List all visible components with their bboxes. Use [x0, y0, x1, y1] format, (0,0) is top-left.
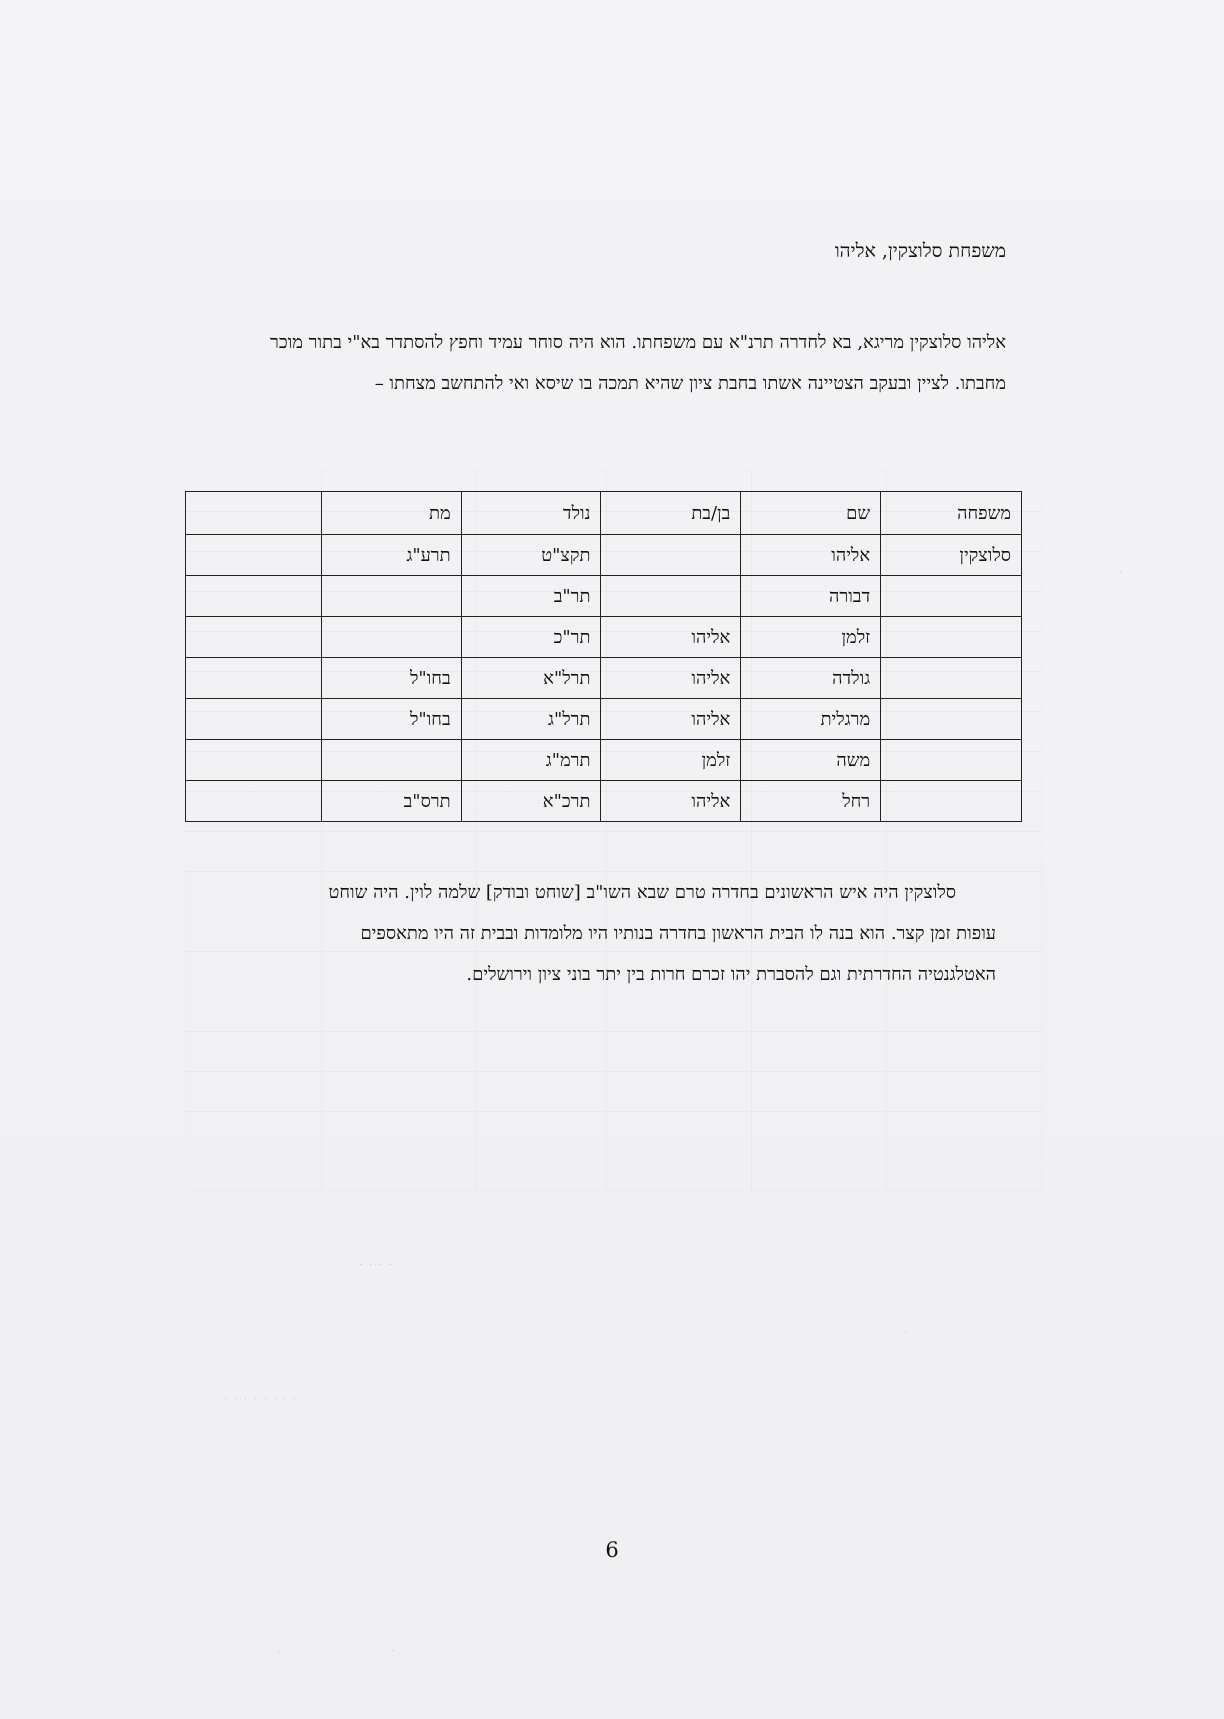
cell-family: סלוצקין	[881, 535, 1022, 576]
cell-family	[881, 576, 1022, 617]
header-born: נולד	[461, 492, 601, 535]
header-parent: בן/בת	[601, 492, 741, 535]
cell-blank	[186, 658, 322, 699]
cell-parent: אליהו	[601, 699, 741, 740]
cell-family	[881, 699, 1022, 740]
cell-name: זלמן	[741, 617, 881, 658]
scan-speck: ·	[905, 1330, 910, 1337]
history-paragraph	[222, 872, 996, 995]
cell-died: בחו"ל	[321, 658, 461, 699]
cell-blank	[186, 535, 322, 576]
scan-specks: · · · · · · · ·	[225, 1396, 299, 1403]
cell-name: גולדה	[741, 658, 881, 699]
header-blank	[186, 492, 322, 535]
scan-speck: ·	[1120, 570, 1125, 577]
table-row	[186, 617, 1022, 658]
cell-parent: זלמן	[601, 740, 741, 781]
family-heading: משפחת סלוצקין, אליהו	[834, 240, 1006, 262]
cell-born: תקצ"ט	[461, 535, 601, 576]
cell-blank	[186, 617, 322, 658]
table-row	[186, 658, 1022, 699]
cell-parent: אליהו	[601, 658, 741, 699]
cell-family	[881, 658, 1022, 699]
cell-name: משה	[741, 740, 881, 781]
scan-specks: · · · ·	[360, 1262, 395, 1269]
cell-blank	[186, 740, 322, 781]
cell-died: בחו"ל	[321, 699, 461, 740]
history-line-3: האטלגנטיה החדרתית וגם להסברת יהו זכרם חרות בין יתר בוני ציון וירושלים.	[466, 964, 996, 985]
scan-speck: ·	[278, 1650, 283, 1657]
table-row	[186, 740, 1022, 781]
cell-name: דבורה	[741, 576, 881, 617]
header-name: שם	[741, 492, 881, 535]
cell-born: תרל"א	[461, 658, 601, 699]
cell-born: תרמ"ג	[461, 740, 601, 781]
cell-died: תרס"ב	[321, 781, 461, 822]
cell-parent: אליהו	[601, 781, 741, 822]
history-line-1: סלוצקין היה איש הראשונים בחדרה טרם שבא השו"ב [שוחט ובודק] שלמה לוין. היה שוחט	[328, 882, 956, 903]
cell-died: תרע"ג	[321, 535, 461, 576]
cell-blank	[186, 699, 322, 740]
cell-name: רחל	[741, 781, 881, 822]
table-row	[186, 576, 1022, 617]
header-died: מת	[321, 492, 461, 535]
intro-paragraph: אליהו סלוצקין מריגא, בא לחדרה תרנ"א עם משפחתו. הוא היה סוחר עמיד וחפץ להסתדר בא"י בתור מוכר מחבתו. לציין ובעקב הצטיינה אשתו בחבת ציון שהיא תמכה בו שיסא ואי להתחשב מצחתו –	[270, 332, 1006, 394]
cell-family	[881, 740, 1022, 781]
cell-born: תר"ב	[461, 576, 601, 617]
cell-born: תרכ"א	[461, 781, 601, 822]
table-row	[186, 699, 1022, 740]
history-line-2: עופות זמן קצר. הוא בנה לו הבית הראשון בחדרה בנותיו היו מלומדות ובבית זה היו מתאספים	[360, 923, 996, 944]
cell-name: מרגלית	[741, 699, 881, 740]
cell-died	[321, 740, 461, 781]
table-row	[186, 781, 1022, 822]
cell-parent	[601, 576, 741, 617]
table-header-row	[186, 492, 1022, 535]
cell-parent	[601, 535, 741, 576]
header-family: משפחה	[881, 492, 1022, 535]
cell-died	[321, 617, 461, 658]
page-number: 6	[605, 1538, 619, 1562]
family-table	[185, 491, 1022, 822]
cell-died	[321, 576, 461, 617]
cell-born: תר"כ	[461, 617, 601, 658]
cell-blank	[186, 781, 322, 822]
family-table-container	[185, 491, 1022, 822]
scan-speck: ·	[392, 1648, 397, 1655]
cell-family	[881, 781, 1022, 822]
cell-parent: אליהו	[601, 617, 741, 658]
cell-family	[881, 617, 1022, 658]
cell-name: אליהו	[741, 535, 881, 576]
cell-born: תרל"ג	[461, 699, 601, 740]
table-row	[186, 535, 1022, 576]
cell-blank	[186, 576, 322, 617]
